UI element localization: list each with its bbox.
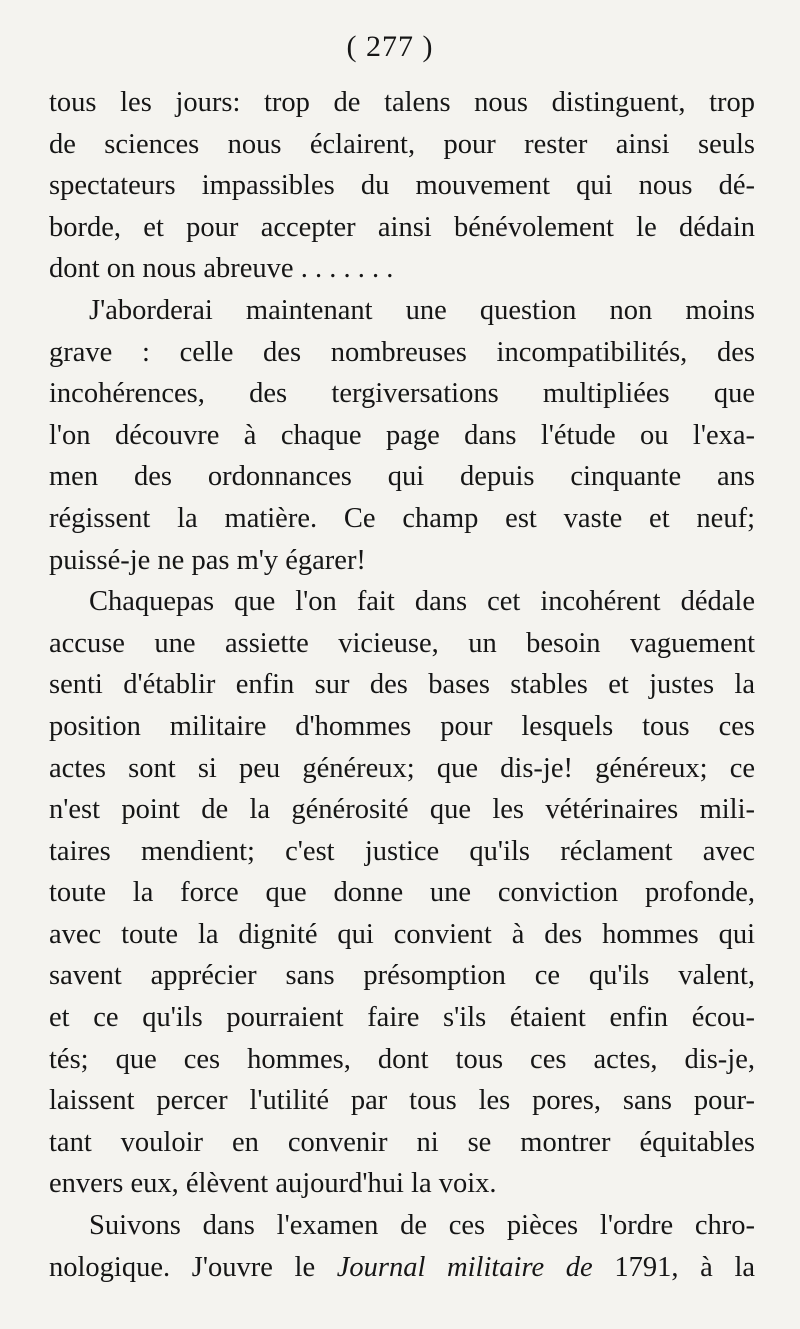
text-line: spectateurs impassibles du mouvement qui nous dé-: [49, 170, 755, 202]
line-text-after-italic: 1791, à la: [592, 1251, 756, 1283]
text-line: toute la force que donne une conviction profonde,: [49, 877, 755, 909]
line-text-before-italic: nologique. J'ouvre le: [49, 1251, 337, 1283]
text-line: incohérences, des tergiversations multipliées que: [49, 378, 755, 410]
body-text: [49, 82, 755, 1288]
paragraph-start-line: Chaquepas que l'on fait dans cet incohérent dédale: [89, 586, 755, 618]
text-line: avec toute la dignité qui convient à des hommes qui: [49, 918, 755, 950]
italic-title: Journal militaire de: [336, 1251, 593, 1283]
text-line: borde, et pour accepter ainsi bénévolement le dédain: [49, 211, 755, 243]
text-line: dont on nous abreuve . . . . . . .: [49, 253, 394, 285]
text-line: senti d'établir enfin sur des bases stables et justes la: [49, 669, 755, 701]
text-line: tous les jours: trop de talens nous distinguent, trop: [49, 87, 755, 118]
text-line: l'on découvre à chaque page dans l'étude ou l'exa-: [49, 419, 755, 451]
text-line: grave : celle des nombreuses incompatibilités, des: [49, 336, 755, 368]
text-line: tés; que ces hommes, dont tous ces actes, dis-je,: [49, 1043, 755, 1075]
text-line: et ce qu'ils pourraient faire s'ils étaient enfin écou-: [49, 1002, 755, 1034]
text-line: position militaire d'hommes pour lesquels tous ces: [49, 710, 755, 742]
text-line: actes sont si peu généreux; que dis-je! généreux; ce: [49, 752, 755, 784]
text-line: n'est point de la générosité que les vétérinaires mili-: [49, 794, 755, 826]
text-line: régissent la matière. Ce champ est vaste et neuf;: [49, 502, 755, 534]
text-line: laissent percer l'utilité par tous les pores, sans pour-: [49, 1085, 755, 1117]
text-line: accuse une assiette vicieuse, un besoin vaguement: [49, 627, 755, 659]
text-line: men des ordonnances qui depuis cinquante ans: [49, 461, 755, 493]
paragraph-start-line: Suivons dans l'examen de ces pièces l'ordre chro-: [89, 1210, 755, 1242]
paragraph-start-line: J'aborderai maintenant une question non moins: [89, 294, 755, 326]
text-line: de sciences nous éclairent, pour rester ainsi seuls: [49, 128, 755, 160]
text-line: savent apprécier sans présomption ce qu'ils valent,: [49, 960, 755, 992]
text-line: tant vouloir en convenir ni se montrer équitables: [49, 1126, 755, 1158]
text-line: taires mendient; c'est justice qu'ils réclament avec: [49, 835, 755, 867]
page-number: ( 277 ): [346, 30, 434, 63]
text-line: puissé-je ne pas m'y égarer!: [49, 544, 366, 576]
text-line-with-italic: [49, 1247, 755, 1289]
text-line: envers eux, élèvent aujourd'hui la voix.: [49, 1168, 497, 1200]
